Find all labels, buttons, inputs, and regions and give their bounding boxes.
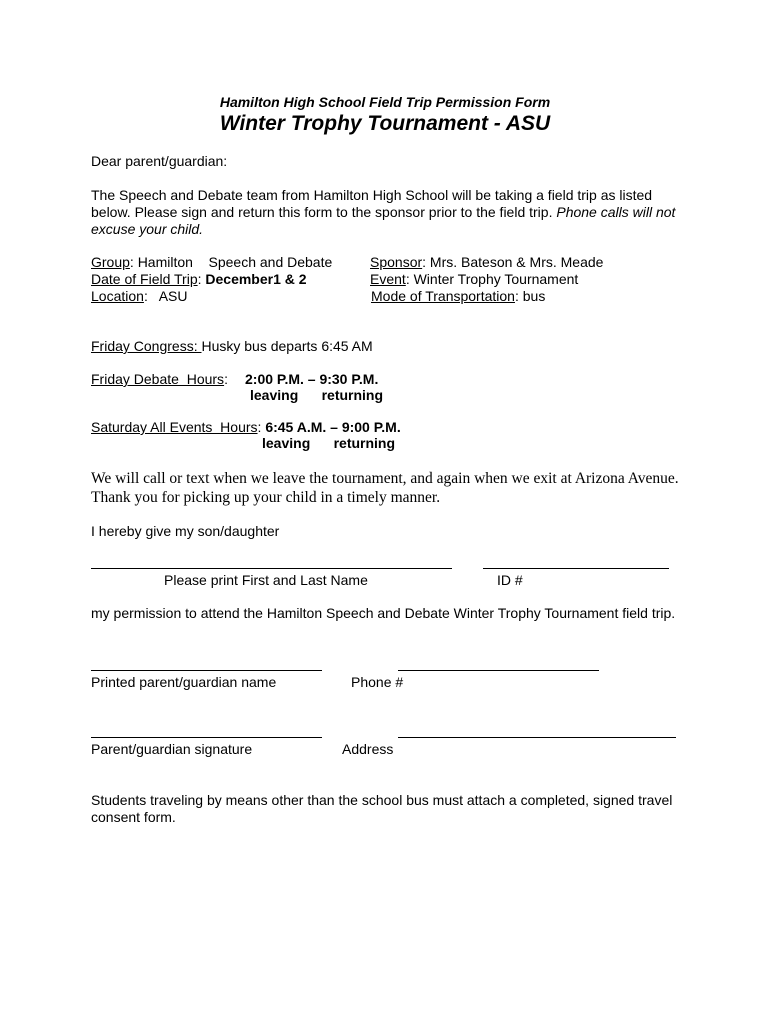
printed-name-line[interactable] xyxy=(91,670,322,671)
location-row xyxy=(91,288,188,304)
address-line[interactable] xyxy=(398,737,676,738)
transport-value: : bus xyxy=(514,288,546,304)
student-id-line[interactable] xyxy=(483,568,669,569)
congress-value: Husky bus departs 6:45 AM xyxy=(201,338,373,354)
sponsor-row xyxy=(370,254,603,270)
debate-row: Friday Debate Hours: xyxy=(91,371,228,387)
sponsor-label: Sponsor xyxy=(370,254,423,270)
travel-consent-note: Students traveling by means other than the school bus must attach a completed, signed travel consent form. xyxy=(91,792,673,825)
location-label: Location xyxy=(91,288,144,304)
student-name-line[interactable] xyxy=(91,568,452,569)
student-name-caption: Please print First and Last Name xyxy=(164,572,368,588)
debate-times: 2:00 P.M. – 9:30 P.M. xyxy=(245,371,379,387)
form-subtitle: Hamilton High School Field Trip Permission Form xyxy=(219,94,551,110)
printed-name-caption: Printed parent/guardian name xyxy=(91,674,277,690)
intro-paragraph xyxy=(91,187,691,238)
congress-row xyxy=(91,338,373,354)
saturday-times: 6:45 A.M. – 9:00 P.M. xyxy=(265,419,401,435)
student-id-caption: ID # xyxy=(497,572,523,588)
group-label: Group xyxy=(91,254,130,270)
group-row xyxy=(91,254,332,270)
debate-times-caption: leaving returning xyxy=(250,387,384,403)
permission-text: my permission to attend the Hamilton Speech and Debate Winter Trophy Tournament field trip. xyxy=(91,605,676,621)
form-title: Winter Trophy Tournament - ASU xyxy=(219,112,551,135)
debate-label: Friday Debate Hours xyxy=(91,371,225,387)
saturday-label: Saturday All Events Hours xyxy=(91,419,258,435)
consent-intro: I hereby give my son/daughter xyxy=(91,523,280,539)
congress-label: Friday Congress: xyxy=(91,338,202,354)
sponsor-value: : Mrs. Bateson & Mrs. Meade xyxy=(422,254,604,270)
signature-caption: Parent/guardian signature xyxy=(91,741,253,757)
signature-line[interactable] xyxy=(91,737,322,738)
date-value: December1 & 2 xyxy=(205,271,307,287)
saturday-row: Saturday All Events Hours: 6:45 A.M. – 9:00 P.M. xyxy=(91,419,401,435)
phone-line[interactable] xyxy=(398,670,599,671)
greeting: Dear parent/guardian: xyxy=(91,153,228,169)
location-value: : ASU xyxy=(143,288,188,304)
event-label: Event xyxy=(370,271,406,287)
date-label: Date of Field Trip xyxy=(91,271,198,287)
intro-text: The Speech and Debate team from Hamilton High School will be taking a field trip as listed below. Please sign and return this form to the sponsor prior to the field trip. xyxy=(91,187,653,220)
transport-row xyxy=(371,288,545,304)
event-row xyxy=(370,271,578,287)
event-value: : Winter Trophy Tournament xyxy=(405,271,579,287)
date-row: Date of Field Trip: December1 & 2 xyxy=(91,271,307,287)
phone-caption: Phone # xyxy=(351,674,404,690)
transport-label: Mode of Transportation xyxy=(371,288,515,304)
address-caption: Address xyxy=(342,741,394,757)
intro-note: Phone calls will not excuse your child. xyxy=(91,204,676,237)
group-value: : Hamilton Speech and Debate xyxy=(129,254,333,270)
saturday-times-caption: leaving returning xyxy=(262,435,396,451)
pickup-notice: We will call or text when we leave the tournament, and again when we exit at Arizona Avenue. Thank you for picking up your child in a timely manner. xyxy=(91,470,679,506)
